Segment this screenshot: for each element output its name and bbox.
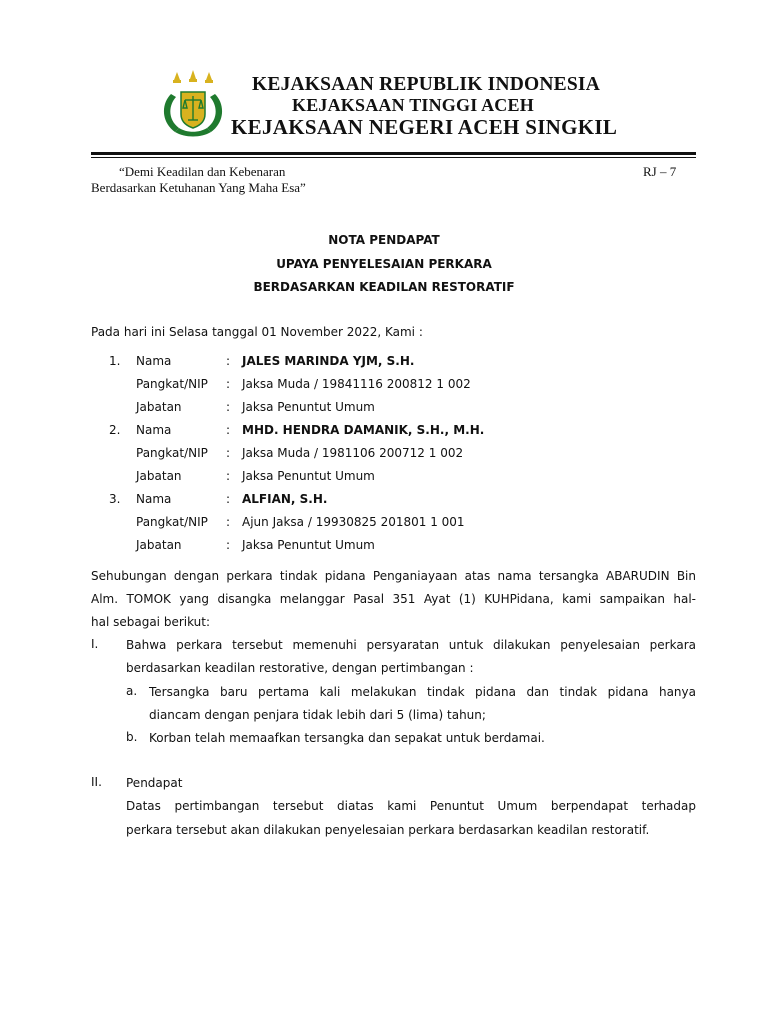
item-a-letter: a. (126, 684, 138, 698)
item-b-line-1: Korban telah memaafkan tersangka dan sepakat untuk berdamai. (149, 731, 545, 745)
letterhead-thick-rule (91, 152, 696, 155)
section-2-line-2: perkara tersebut akan dilakukan penyelesaian perkara berdasarkan keadilan restoratif. (126, 823, 650, 837)
doc-title-line-3: BERDASARKAN KEADILAN RESTORATIF (253, 280, 515, 294)
colon: : (226, 469, 231, 483)
colon: : (226, 377, 231, 391)
person-pangkat: Ajun Jaksa / 19930825 201801 1 001 (242, 515, 465, 529)
colon: : (226, 423, 231, 437)
section-1-line-2: berdasarkan keadilan restorative, dengan pertimbangan : (126, 661, 474, 675)
motto-line-1: “Demi Keadilan dan Kebenaran (119, 164, 286, 179)
person-name: MHD. HENDRA DAMANIK, S.H., M.H. (242, 423, 485, 437)
person-pangkat: Jaksa Muda / 19841116 200812 1 002 (242, 377, 471, 391)
colon: : (226, 446, 231, 460)
nama-label: Nama (136, 354, 172, 368)
item-a-line-1: Tersangka baru pertama kali melakukan tindak pidana dan tindak pidana hanya (149, 685, 696, 699)
sehubungan-line-1: Sehubungan dengan perkara tindak pidana Penganiayaan atas nama tersangka ABARUDIN Bin (91, 569, 696, 583)
person-number: 2. (109, 423, 121, 437)
letterhead-line-1: KEJAKSAAN REPUBLIK INDONESIA (252, 74, 600, 95)
jabatan-label: Jabatan (136, 400, 182, 414)
section-2-line-1: Datas pertimbangan tersebut diatas kami Penuntut Umum berpendapat terhadap (126, 799, 696, 813)
nama-label: Nama (136, 492, 172, 506)
section-2-numeral: II. (91, 775, 102, 789)
person-name: JALES MARINDA YJM, S.H. (242, 354, 415, 368)
section-2-heading: Pendapat (126, 776, 183, 790)
person-jabatan: Jaksa Penuntut Umum (242, 469, 375, 483)
sehubungan-line-3: hal sebagai berikut: (91, 615, 211, 629)
letterhead-line-3: KEJAKSAAN NEGERI ACEH SINGKIL (231, 115, 618, 139)
jabatan-label: Jabatan (136, 538, 182, 552)
colon: : (226, 400, 231, 414)
person-number: 1. (109, 354, 121, 368)
motto-line-2: Berdasarkan Ketuhanan Yang Maha Esa” (91, 180, 306, 195)
person-number: 3. (109, 492, 121, 506)
item-a-line-2: diancam dengan penjara tidak lebih dari 5 (lima) tahun; (149, 708, 486, 722)
section-1-numeral: I. (91, 637, 99, 651)
colon: : (226, 515, 231, 529)
sehubungan-line-2: Alm. TOMOK yang disangka melanggar Pasal 351 Ayat (1) KUHPidana, kami sampaikan hal- (91, 592, 696, 606)
letterhead-line-2: KEJAKSAAN TINGGI ACEH (292, 95, 534, 115)
pangkat-label: Pangkat/NIP (136, 515, 208, 529)
jabatan-label: Jabatan (136, 469, 182, 483)
person-jabatan: Jaksa Penuntut Umum (242, 400, 375, 414)
item-b-letter: b. (126, 730, 138, 744)
intro-text: Pada hari ini Selasa tanggal 01 November 2022, Kami : (91, 325, 423, 339)
pangkat-label: Pangkat/NIP (136, 377, 208, 391)
section-1-line-1: Bahwa perkara tersebut memenuhi persyaratan untuk dilakukan penyelesaian perkara (126, 638, 696, 652)
doc-title-line-1: NOTA PENDAPAT (328, 233, 440, 247)
person-pangkat: Jaksa Muda / 1981106 200712 1 002 (242, 446, 464, 460)
letterhead-thin-rule (91, 157, 696, 158)
colon: : (226, 492, 231, 506)
pangkat-label: Pangkat/NIP (136, 446, 208, 460)
nama-label: Nama (136, 423, 172, 437)
doc-title-line-2: UPAYA PENYELESAIAN PERKARA (276, 257, 492, 271)
kejaksaan-emblem-icon (157, 70, 229, 138)
colon: : (226, 538, 231, 552)
person-name: ALFIAN, S.H. (242, 492, 328, 506)
document-code: RJ – 7 (643, 164, 677, 179)
colon: : (226, 354, 231, 368)
person-jabatan: Jaksa Penuntut Umum (242, 538, 375, 552)
